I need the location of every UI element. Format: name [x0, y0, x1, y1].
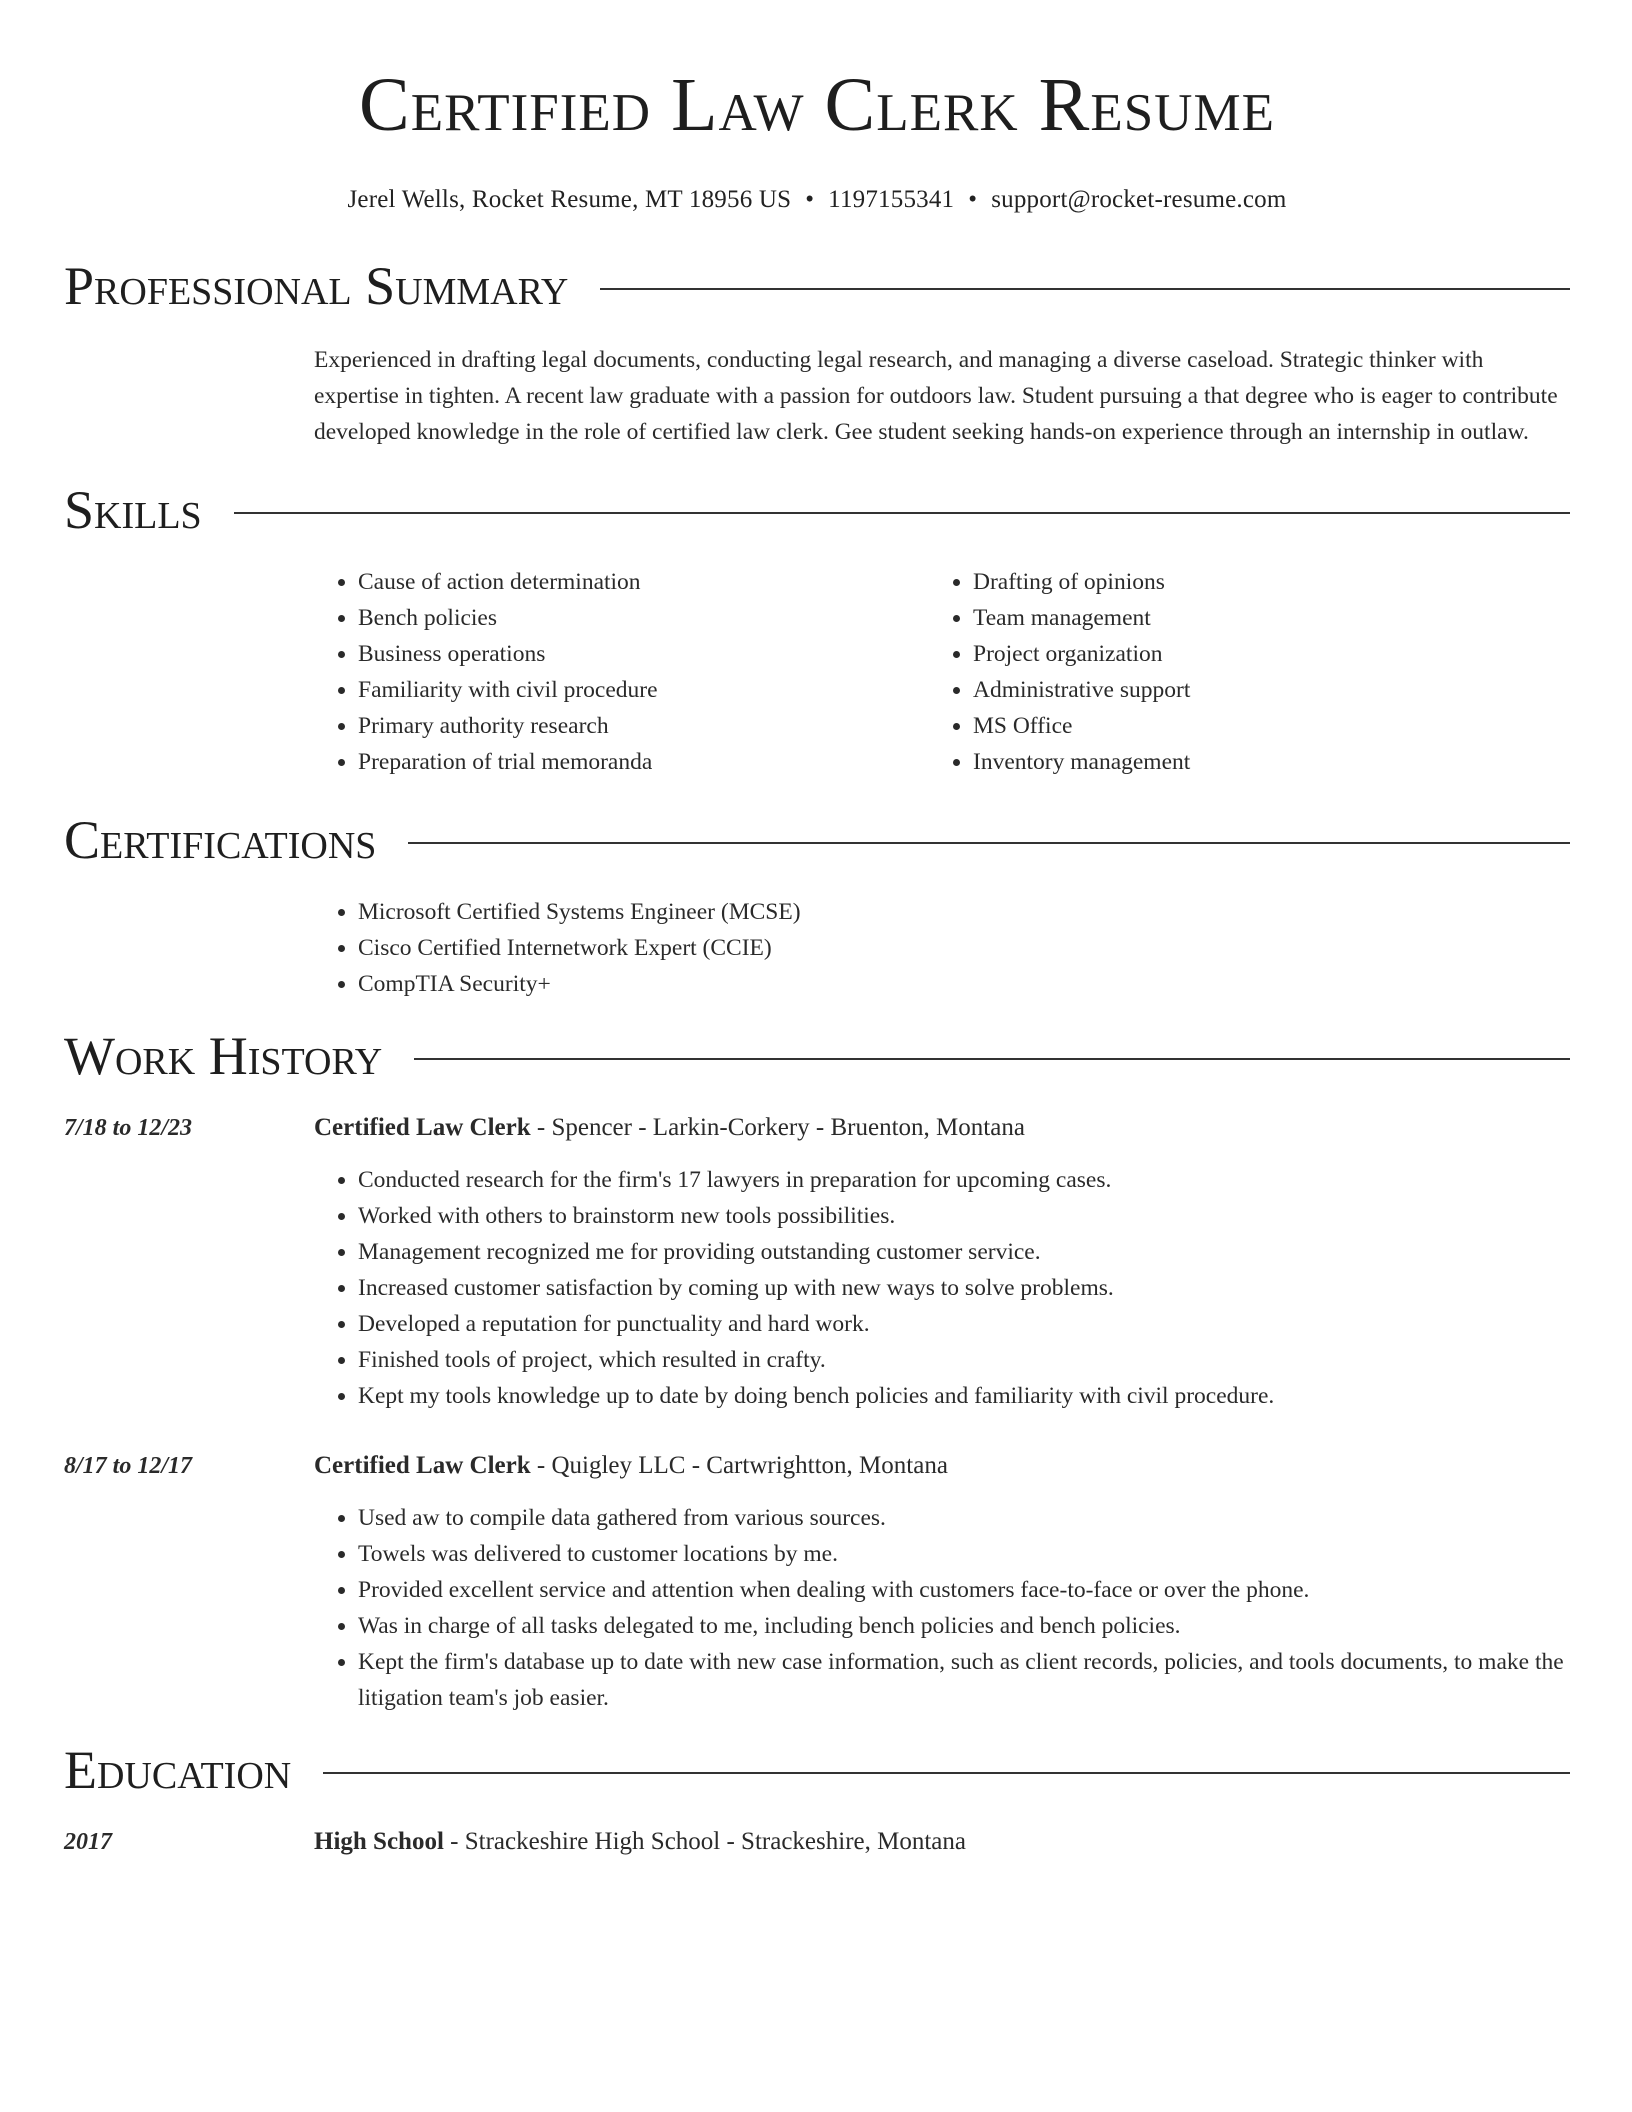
section-header-certifications	[64, 808, 1570, 872]
skill-item: • Team management	[973, 600, 1544, 636]
contact-separator: •	[968, 186, 978, 213]
certifications-list	[314, 894, 1570, 1002]
work-entry-body	[314, 1110, 1570, 1414]
work-bullet: • Towels was delivered to customer locations by me.	[358, 1536, 1570, 1572]
work-entry-details: - Spencer - Larkin-Corkery - Bruenton, Montana	[530, 1114, 1025, 1141]
skills-list	[314, 564, 1570, 780]
contact-email: support@rocket-resume.com	[991, 186, 1287, 213]
education-entry-details: - Strackeshire High School - Strackeshire, Montana	[443, 1828, 966, 1855]
work-bullet: • Was in charge of all tasks delegated to me, including bench policies and bench policies.	[358, 1608, 1570, 1644]
work-entry-role: Certified Law Clerk	[314, 1452, 531, 1479]
work-bullet: • Worked with others to brainstorm new tools possibilities.	[358, 1198, 1570, 1234]
skill-item: • Preparation of trial memoranda	[358, 744, 929, 780]
section-header-skills	[64, 478, 1570, 542]
contact-address: Jerel Wells, Rocket Resume, MT 18956 US	[347, 186, 792, 213]
skill-item: • Familiarity with civil procedure	[358, 672, 929, 708]
section-divider	[600, 288, 1570, 290]
education-entry-title	[314, 1824, 1570, 1860]
skill-item: • Bench policies	[358, 600, 929, 636]
work-bullet: • Finished tools of project, which resulted in crafty.	[358, 1342, 1570, 1378]
skill-item: • MS Office	[973, 708, 1544, 744]
work-bullet: • Management recognized me for providing outstanding customer service.	[358, 1234, 1570, 1270]
section-title-certifications: Certifications	[64, 810, 377, 870]
work-bullet: • Provided excellent service and attention when dealing with customers face-to-face or over the phone.	[358, 1572, 1570, 1608]
skill-item: • Administrative support	[973, 672, 1544, 708]
skill-item: • Cause of action determination	[358, 564, 929, 600]
certification-item: • CompTIA Security+	[358, 966, 1570, 1002]
summary-text: Experienced in drafting legal documents, conducting legal research, and managing a diverse caseload. Strategic thinker with expertise in tighten. A recent law graduate with a passion for outdoors law. Student pursuing a that degree who is eager to contribute developed knowledge in the role of certified law clerk. Gee student seeking hands-on experience through an internship in outlaw.	[314, 347, 1558, 445]
education-entry	[64, 1824, 1570, 1860]
skill-item: • Inventory management	[973, 744, 1544, 780]
section-title-work-history: Work History	[64, 1026, 383, 1086]
section-header-summary	[64, 254, 1570, 318]
work-entry-title	[314, 1110, 1570, 1146]
contact-phone: 1197155341	[828, 186, 955, 213]
skill-item: • Project organization	[973, 636, 1544, 672]
work-entry	[64, 1448, 1570, 1716]
education-entry-date: 2017	[64, 1829, 112, 1855]
certification-item: • Cisco Certified Internetwork Expert (CCIE)	[358, 930, 1570, 966]
work-bullet: • Used aw to compile data gathered from various sources.	[358, 1500, 1570, 1536]
work-entry-role: Certified Law Clerk	[314, 1114, 531, 1141]
page-title: Certified Law Clerk Resume	[359, 63, 1275, 147]
education-entry-body	[314, 1824, 1570, 1860]
work-entry-details: - Quigley LLC - Cartwrightton, Montana	[530, 1452, 948, 1479]
skills-column-right	[929, 564, 1544, 780]
skill-item: • Business operations	[358, 636, 929, 672]
section-divider	[408, 842, 1570, 844]
skill-item: • Primary authority research	[358, 708, 929, 744]
work-bullet: • Increased customer satisfaction by coming up with new ways to solve problems.	[358, 1270, 1570, 1306]
work-bullet: • Kept my tools knowledge up to date by doing bench policies and familiarity with civil procedure.	[358, 1378, 1570, 1414]
work-entry-date: 7/18 to 12/23	[64, 1115, 193, 1141]
work-bullet: • Kept the firm's database up to date with new case information, such as client records, policies, and tools documents, to make the litigation team's job easier.	[358, 1644, 1570, 1716]
work-entry-body	[314, 1448, 1570, 1716]
section-title-skills: Skills	[64, 480, 202, 540]
skill-item: • Drafting of opinions	[973, 564, 1544, 600]
section-divider	[234, 512, 1570, 514]
certification-item: • Microsoft Certified Systems Engineer (MCSE)	[358, 894, 1570, 930]
section-title-education: Education	[64, 1740, 292, 1800]
work-entry-date: 8/17 to 12/17	[64, 1453, 193, 1479]
section-title-summary: Professional Summary	[64, 256, 569, 316]
contact-separator: •	[805, 186, 815, 213]
work-bullet: • Conducted research for the firm's 17 lawyers in preparation for upcoming cases.	[358, 1162, 1570, 1198]
skills-column-left	[314, 564, 929, 780]
section-header-education	[64, 1738, 1570, 1802]
section-header-work-history	[64, 1024, 1570, 1088]
section-divider	[323, 1772, 1570, 1774]
contact-line	[64, 186, 1570, 214]
work-entry	[64, 1110, 1570, 1414]
section-divider	[414, 1058, 1570, 1060]
work-bullet: • Developed a reputation for punctuality and hard work.	[358, 1306, 1570, 1342]
education-entry-degree: High School	[314, 1828, 444, 1855]
work-entry-title	[314, 1448, 1570, 1484]
